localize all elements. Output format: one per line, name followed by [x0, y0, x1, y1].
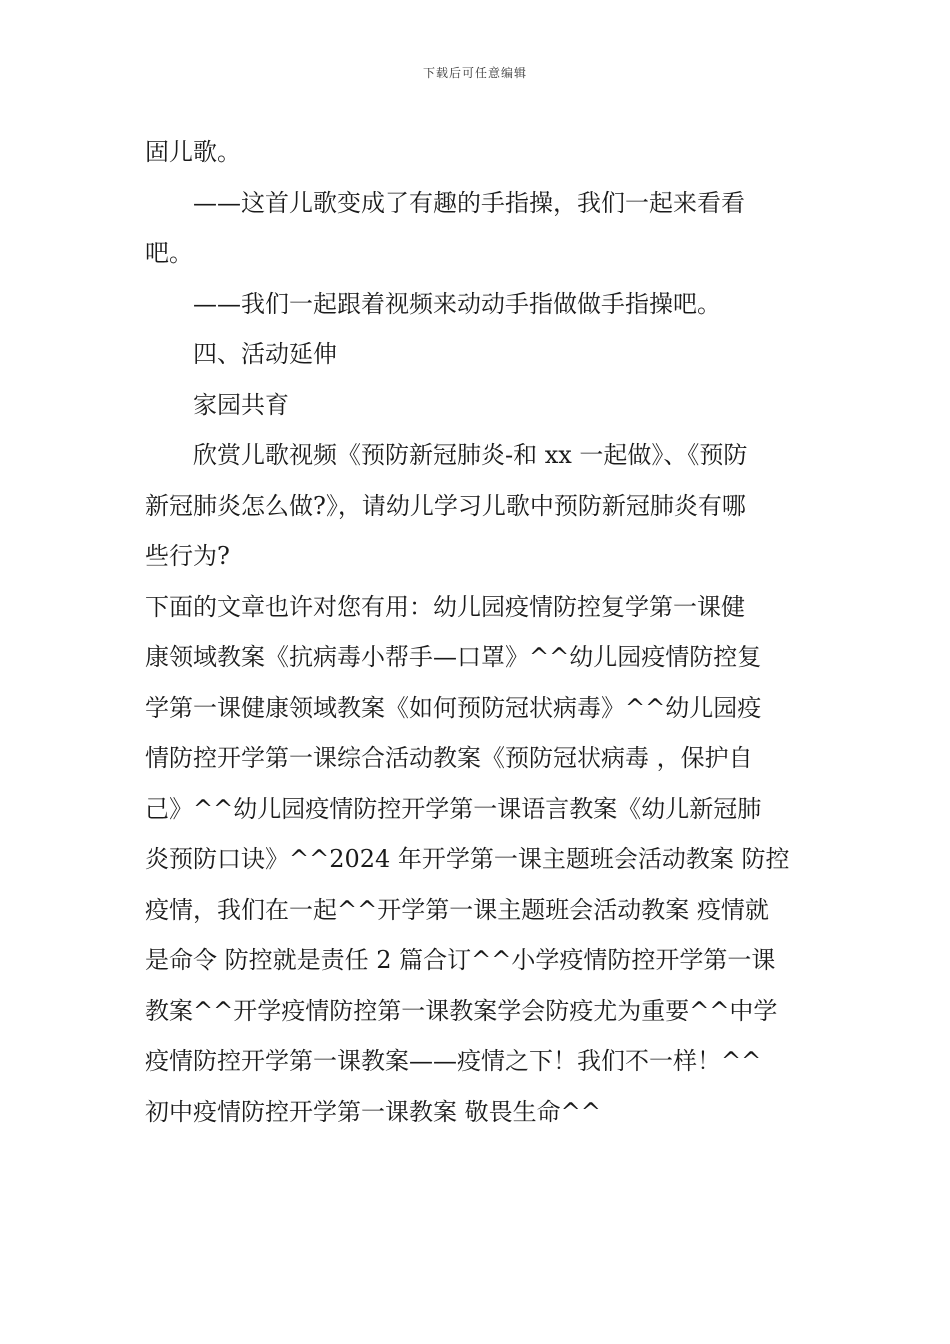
related-articles-line: 疫情防控开学第一课教案——疫情之下！我们不一样！^^: [145, 1047, 762, 1075]
body-line: 些行为?: [145, 542, 230, 570]
body-line: 欣赏儿歌视频《预防新冠肺炎-和 xx 一起做》、《预防: [193, 441, 748, 469]
related-articles-line: 教案^^开学疫情防控第一课教案学会防疫尤为重要^^中学: [145, 996, 778, 1025]
related-articles-line: 康领域教案《抗病毒小帮手—口罩》^^幼儿园疫情防控复: [145, 643, 762, 671]
document-body: [145, 127, 810, 1137]
related-articles-line: 下面的文章也许对您有用：幼儿园疫情防控复学第一课健: [145, 592, 745, 621]
related-articles-line: 己》^^幼儿园疫情防控开学第一课语言教案《幼儿新冠肺: [145, 794, 762, 823]
related-articles-line: 学第一课健康领域教案《如何预防冠状病毒》^^幼儿园疫: [145, 693, 762, 722]
related-articles-line: 初中疫情防控开学第一课教案 敬畏生命^^: [145, 1097, 601, 1126]
page-header: 下载后可任意编辑: [422, 66, 527, 80]
section-heading: 四、活动延伸: [193, 340, 337, 368]
related-articles-line: 炎预防口诀》^^2024 年开学第一课主题班会活动教案 防控: [145, 845, 790, 873]
body-line: 固儿歌。: [145, 138, 241, 166]
body-line: 吧。: [145, 239, 193, 267]
related-articles-line: 是命令 防控就是责任 2 篇合订^^小学疫情防控开学第一课: [145, 946, 776, 974]
body-line: ——这首儿歌变成了有趣的手指操，我们一起来看看: [193, 188, 745, 217]
subsection-heading: 家园共育: [193, 390, 289, 419]
body-line: 新冠肺炎怎么做?》，请幼儿学习儿歌中预防新冠肺炎有哪: [145, 491, 746, 520]
related-articles-line: 疫情，我们在一起^^开学第一课主题班会活动教案 疫情就: [145, 895, 769, 924]
related-articles-line: 情防控开学第一课综合活动教案《预防冠状病毒 ，保护自: [145, 744, 753, 772]
body-line: ——我们一起跟着视频来动动手指做做手指操吧。: [193, 289, 721, 318]
